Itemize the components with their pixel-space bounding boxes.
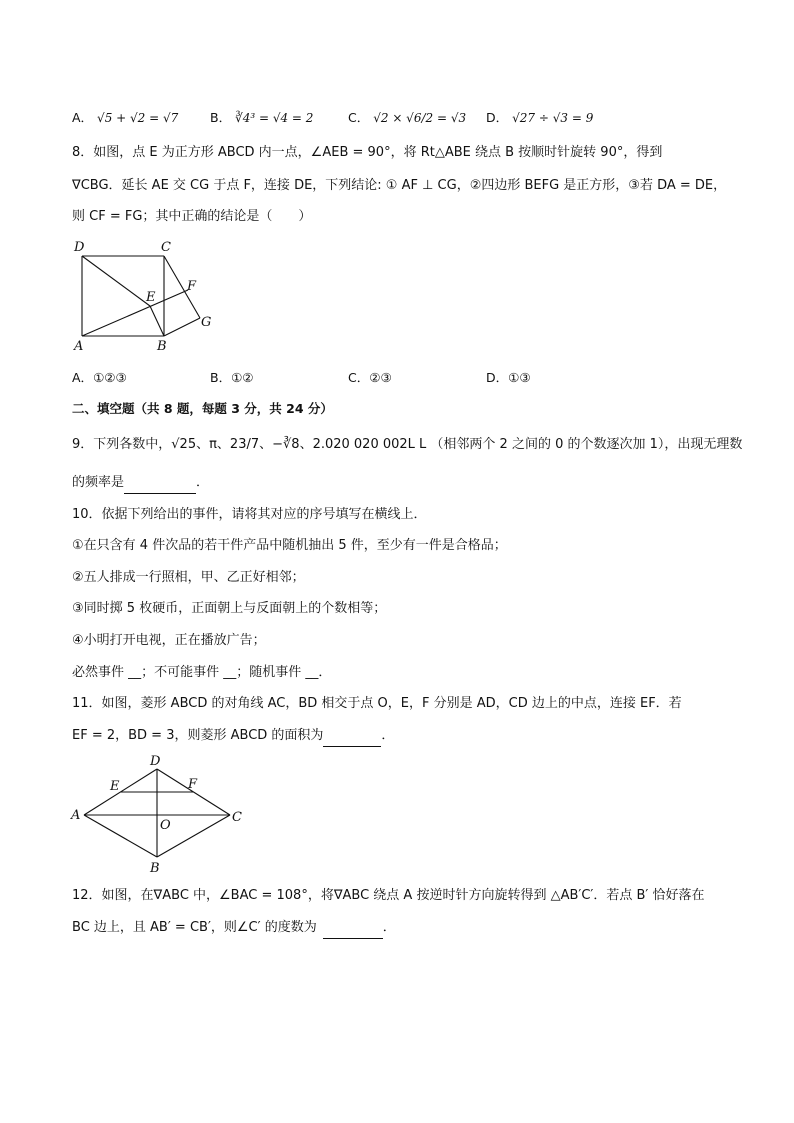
answer-blank[interactable] xyxy=(323,918,383,939)
option-label: C． xyxy=(348,370,370,385)
q11-line-2 xyxy=(72,726,732,747)
option-text: ①② xyxy=(231,370,254,385)
q10-intro: 10．依据下列给出的事件，请将其对应的序号填写在横线上． xyxy=(72,507,427,522)
q8-option-a xyxy=(72,368,127,386)
option-expression: √5 + √2 = √7 xyxy=(97,111,179,125)
section-title: 二、填空题（共 8 题，每题 3 分，共 24 分） xyxy=(72,401,333,416)
label-a: A xyxy=(71,808,81,823)
q9-text: 的频率是 xyxy=(72,475,125,490)
option-expression: √2 × √6/2 = √3 xyxy=(373,111,467,125)
label-a: A xyxy=(74,339,84,354)
option-label: C． xyxy=(348,110,370,125)
q12-tail: ． xyxy=(382,920,396,935)
option-text: ①③ xyxy=(508,370,531,385)
option-label: A． xyxy=(72,110,94,125)
label-e: E xyxy=(110,779,120,794)
q11-tail: ． xyxy=(381,728,395,743)
option-label: B． xyxy=(210,110,232,125)
option-expression: √27 ÷ √3 = 9 xyxy=(512,111,594,125)
q8-line-1: 8．如图，点 E 为正方形 ABCD 内一点，∠AEB = 90°，将 Rt△ABE 绕点 B 按顺时针旋转 90°，得到 xyxy=(72,145,663,160)
q10-answer-line: 必然事件 __；不可能事件 __；随机事件 __． xyxy=(72,665,332,680)
option-text: ①②③ xyxy=(93,370,127,385)
label-c: C xyxy=(232,810,242,825)
q7-option-d xyxy=(486,108,593,126)
q8-option-b xyxy=(210,368,254,386)
label-d: D xyxy=(150,754,161,769)
q11-line-1: 11．如图，菱形 ABCD 的对角线 AC，BD 相交于点 O，E，F 分别是 AD，CD 边上的中点，连接 EF．若 xyxy=(72,696,682,711)
option-label: A． xyxy=(72,370,94,385)
segment-ba xyxy=(84,815,157,857)
q9-line-2 xyxy=(72,473,732,494)
label-e: E xyxy=(146,290,156,305)
q8-option-d xyxy=(486,368,531,386)
q7-option-b xyxy=(210,108,313,126)
q10-item-1: ①在只含有 4 件次品的若干件产品中随机抽出 5 件，至少有一件是合格品； xyxy=(72,538,507,553)
label-d: D xyxy=(74,240,85,255)
q8-option-c xyxy=(348,368,392,386)
q10-item-3: ③同时掷 5 枚硬币，正面朝上与反面朝上的个数相等； xyxy=(72,601,387,616)
answer-blank[interactable] xyxy=(124,473,196,494)
q8-line-2: ∇CBG．延长 AE 交 CG 于点 F，连接 DE，下列结论: ① AF ⊥ CG，②四边形 BEFG 是正方形，③若 DA = DE， xyxy=(72,178,727,193)
q11-rhombus-figure xyxy=(62,752,252,878)
option-label: B． xyxy=(210,370,232,385)
q12-text: BC 边上，且 AB′ = CB′，则∠C′ 的度数为 xyxy=(72,920,317,935)
q12-line-1: 12．如图，在∇ABC 中，∠BAC = 108°，将∇ABC 绕点 A 按逆时针方向旋转得到 △AB′C′．若点 B′ 恰好落在 xyxy=(72,888,705,903)
segment-bg xyxy=(164,318,200,336)
segment-af xyxy=(82,290,188,336)
label-o: O xyxy=(160,818,171,833)
option-label: D． xyxy=(486,370,509,385)
q10-item-2: ②五人排成一行照相，甲、乙正好相邻； xyxy=(72,570,305,585)
label-b: B xyxy=(150,861,160,876)
option-expression: ∛4³ = √4 = 2 xyxy=(235,111,314,125)
q10-item-4: ④小明打开电视，正在播放广告； xyxy=(72,633,266,648)
label-g: G xyxy=(201,315,212,330)
answer-blank[interactable] xyxy=(323,726,381,747)
label-c: C xyxy=(161,240,171,255)
q11-text: EF = 2，BD = 3，则菱形 ABCD 的面积为 xyxy=(72,728,324,743)
q12-line-2 xyxy=(72,918,732,939)
option-label: D． xyxy=(486,110,509,125)
q9-line-1: 9．下列各数中，√25、π、23/7、−∛8、2.020 020 002L L （相邻两个 2 之间的 0 的个数逐次加 1），出现无理数 xyxy=(72,437,743,452)
option-text: ②③ xyxy=(369,370,392,385)
label-b: B xyxy=(157,339,167,354)
segment-be xyxy=(150,306,164,336)
label-f: F xyxy=(188,777,198,792)
label-f: F xyxy=(187,279,197,294)
segment-de xyxy=(82,256,150,306)
q7-option-a xyxy=(72,108,178,126)
q8-square-figure xyxy=(60,232,230,362)
q7-option-c xyxy=(348,108,466,126)
q9-tail: ． xyxy=(196,475,210,490)
q8-line-3: 则 CF = FG；其中正确的结论是（ ） xyxy=(72,209,312,224)
